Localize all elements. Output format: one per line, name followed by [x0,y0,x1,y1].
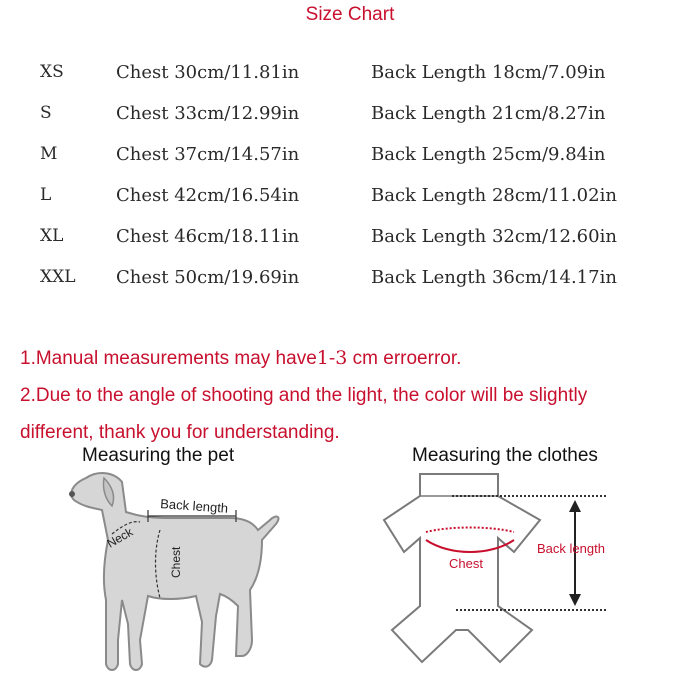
clothes-chest-label: Chest [449,556,483,571]
back-length-value: Back Length 21cm/8.27in [371,103,606,124]
dog-nose [69,491,75,497]
clothes-back-length-label: Back length [537,541,605,556]
size-label: XL [40,226,64,246]
note-2-line-1: 2.Due to the angle of shooting and the light, the color will be slightly [20,385,588,406]
chest-value: Chest 30cm/11.81in [116,62,300,83]
page-title: Size Chart [305,4,395,25]
clothes-illustration [384,474,608,662]
back-length-arrow-up [569,500,581,512]
pet-figure-title: Measuring the pet [82,445,235,466]
size-label: XXL [40,267,76,287]
back-length-value: Back Length 28cm/11.02in [371,185,617,206]
size-label: L [40,185,52,205]
clothes-figure-title: Measuring the clothes [412,445,598,466]
chest-label: Chest [169,546,183,578]
chest-value: Chest 33cm/12.99in [116,103,300,124]
chest-value: Chest 42cm/16.54in [116,185,300,206]
back-length-value: Back Length 36cm/14.17in [371,267,617,288]
back-length-value: Back Length 32cm/12.60in [371,226,617,247]
back-length-label: Back length [159,496,229,516]
back-length-value: Back Length 18cm/7.09in [371,62,606,83]
neck-label: Neck [104,524,136,551]
note-1-range: 1-3 [316,347,348,369]
chest-value: Chest 37cm/14.57in [116,144,300,165]
note-1-text-a: 1.Manual measurements may have [20,348,317,369]
size-label: S [40,103,52,123]
back-length-value: Back Length 25cm/9.84in [371,144,606,165]
dog-illustration [69,473,278,670]
chest-value: Chest 50cm/19.69in [116,267,300,288]
note-1-text-b: cm erroerror. [347,348,462,369]
chest-value: Chest 46cm/18.11in [116,226,300,247]
size-label: M [40,144,58,164]
note-2-line-2: different, thank you for understanding. [20,422,340,443]
size-label: XS [40,62,64,82]
back-length-arrow-down [569,594,581,606]
